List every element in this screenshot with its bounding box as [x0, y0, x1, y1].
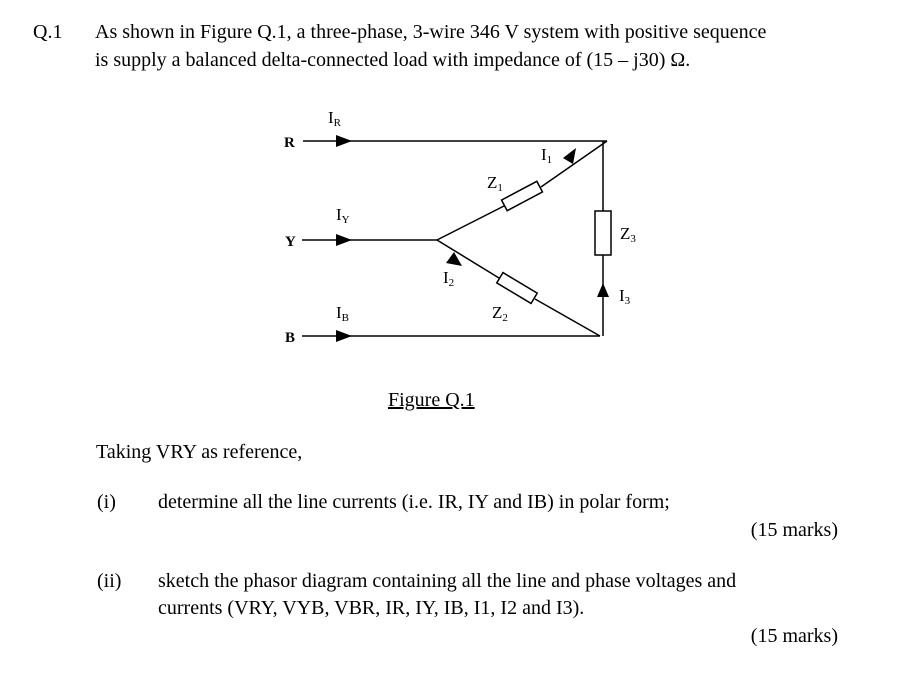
z1-wire-lower	[437, 206, 504, 240]
reference-statement: Taking VRY as reference,	[96, 441, 303, 463]
item-text-ii-line-1: sketch the phasor diagram containing all the line and phase voltages and	[158, 570, 737, 592]
item-text-ii-line-2: currents (VRY, VYB, VBR, IR, IY, IB, I1, I2 and I3).	[158, 597, 585, 619]
item-text-i: determine all the line currents (i.e. IR, IY and IB) in polar form;	[158, 491, 670, 513]
item-marks-ii: (15 marks)	[750, 625, 838, 647]
node-label-b: B	[285, 330, 296, 346]
question-number: Q.1	[33, 21, 63, 43]
z1-impedance	[502, 181, 543, 210]
ib-label: IB	[336, 303, 350, 324]
question-text-line-2: is supply a balanced delta-connected load with impedance of (15 – j30) Ω.	[95, 49, 691, 71]
figure-caption: Figure Q.1	[388, 389, 475, 411]
item-number-ii: (ii)	[97, 570, 122, 592]
i3-arrow	[597, 283, 609, 297]
i1-label: I1	[541, 145, 553, 166]
i1-arrow	[563, 148, 576, 164]
z2-wire-lower	[535, 299, 600, 336]
z3-label: Z3	[620, 224, 636, 245]
z3-impedance	[595, 211, 611, 255]
question-text-line-1: As shown in Figure Q.1, a three-phase, 3-wire 346 V system with positive sequence	[95, 21, 767, 43]
i2-label: I2	[443, 268, 455, 289]
z2-impedance	[497, 273, 537, 304]
node-label-y: Y	[285, 234, 296, 250]
item-number-i: (i)	[97, 491, 116, 513]
ir-label: IR	[328, 108, 342, 129]
ir-arrow	[336, 135, 352, 147]
ib-arrow	[336, 330, 352, 342]
z2-label: Z2	[492, 303, 508, 324]
item-marks-i: (15 marks)	[750, 519, 838, 541]
node-label-r: R	[284, 135, 295, 151]
iy-label: IY	[336, 205, 350, 226]
z1-label: Z1	[487, 173, 503, 194]
i3-label: I3	[619, 286, 631, 307]
iy-arrow	[336, 234, 352, 246]
